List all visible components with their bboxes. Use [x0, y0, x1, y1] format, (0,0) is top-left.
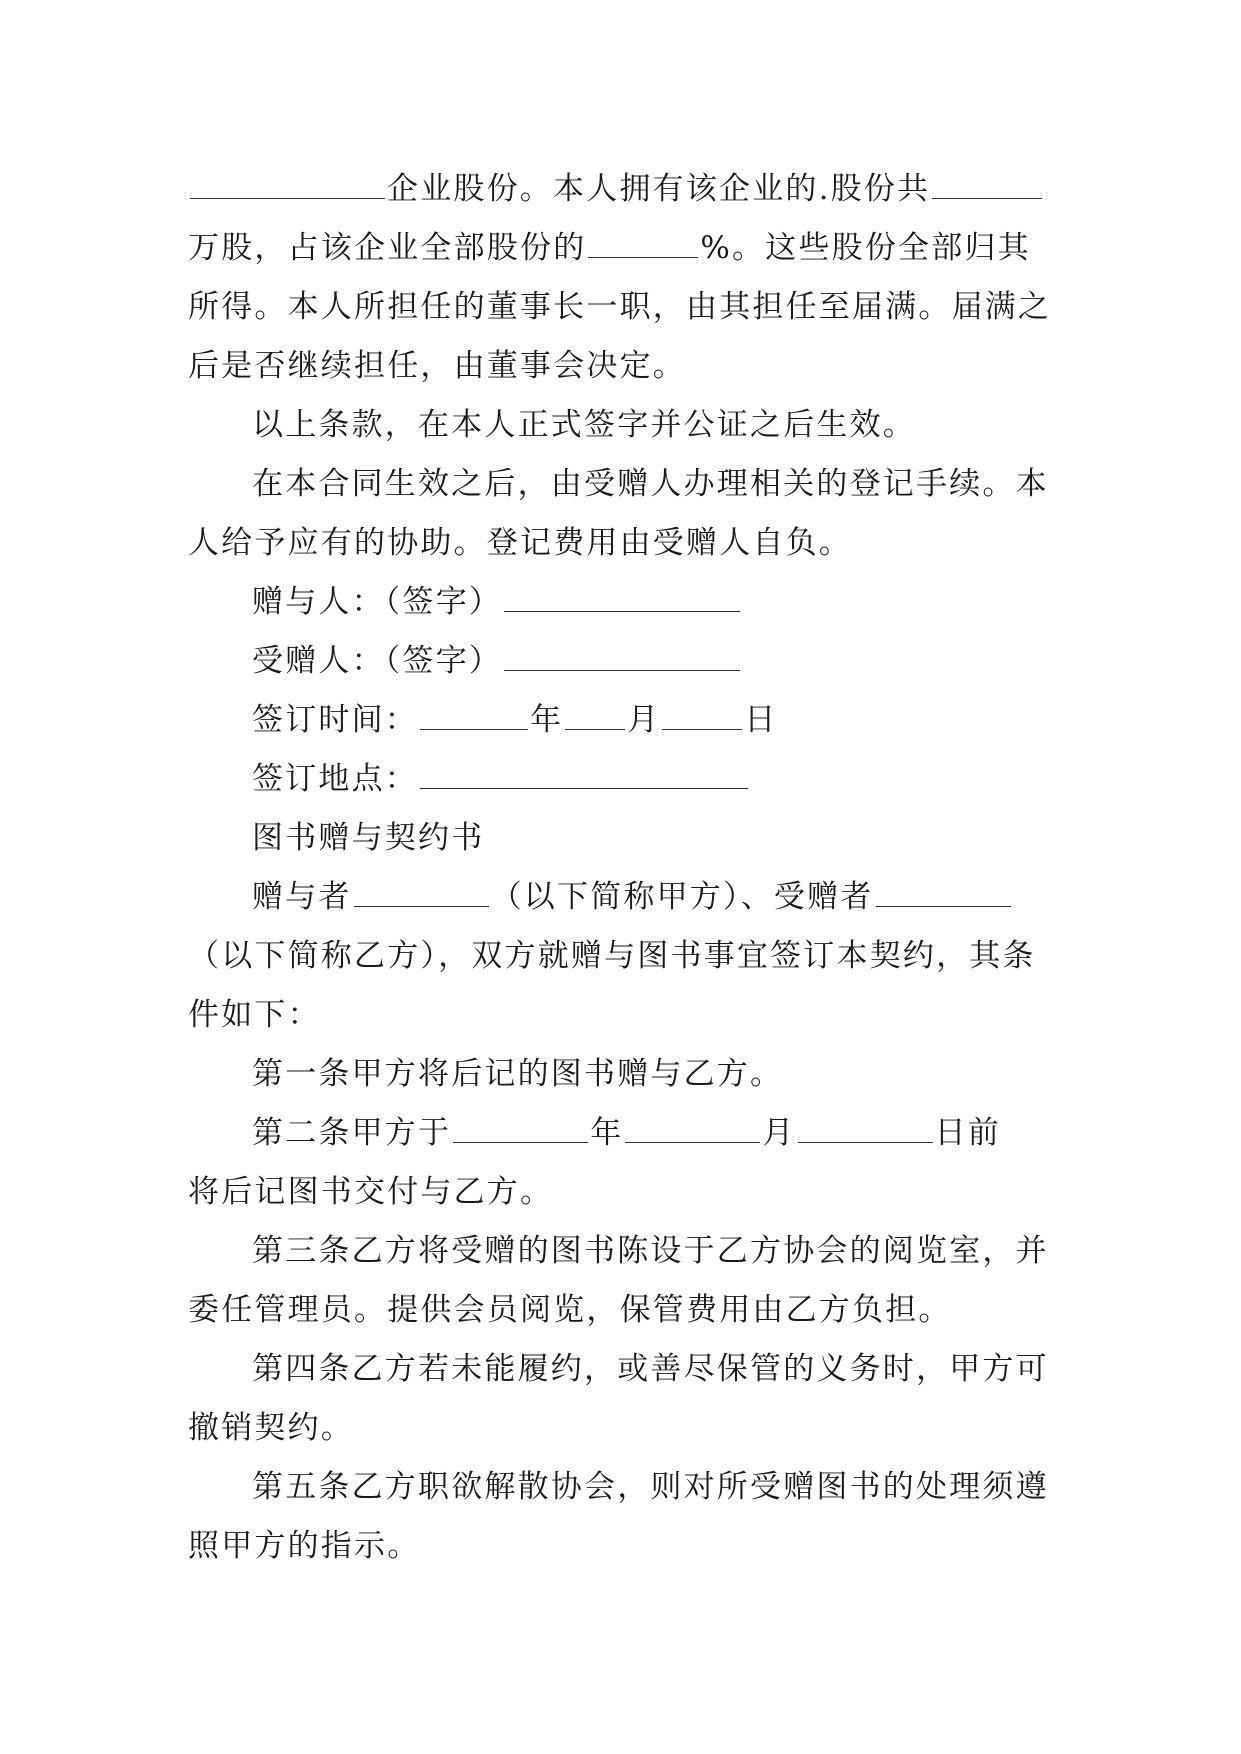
text-segment: 赠与人：（签字）	[252, 584, 503, 620]
text-line	[188, 514, 1048, 573]
fill-in-blank	[932, 172, 1042, 199]
text-segment: 日	[744, 702, 778, 738]
text-segment: 月	[762, 1115, 796, 1151]
text-line	[188, 868, 1048, 927]
text-segment: 第四条乙方若未能履约，或善尽保管的义务时，甲方可	[252, 1351, 1049, 1387]
fill-in-blank	[565, 703, 625, 730]
fill-in-blank	[798, 1116, 933, 1143]
text-segment: 委任管理员。提供会员阅览，保管费用由乙方负担。	[188, 1292, 952, 1328]
text-line	[188, 1163, 1048, 1222]
text-segment: 照甲方的指示。	[188, 1528, 421, 1564]
fill-in-blank	[504, 644, 740, 671]
text-segment: 撤销契约。	[188, 1410, 354, 1446]
text-segment: 图书赠与契约书	[252, 820, 485, 856]
text-segment: 将后记图书交付与乙方。	[188, 1174, 554, 1210]
text-line	[188, 1045, 1048, 1104]
text-segment: （以下简称甲方）、受赠者	[490, 879, 874, 915]
fill-in-blank	[453, 1116, 588, 1143]
text-line	[188, 219, 1048, 278]
fill-in-blank	[662, 703, 742, 730]
fill-in-blank	[625, 1116, 760, 1143]
text-line	[188, 160, 1048, 219]
text-line	[188, 927, 1048, 986]
text-segment: 企业股份。本人拥有该企业的.股份共	[387, 171, 931, 207]
text-line	[188, 455, 1048, 514]
text-line	[188, 809, 1048, 868]
text-segment: 所得。本人所担任的董事长一职，由其担任至届满。届满之	[188, 289, 1052, 325]
text-segment: 在本合同生效之后，由受赠人办理相关的登记手续。本	[252, 466, 1049, 502]
text-segment: 第五条乙方职欲解散协会，则对所受赠图书的处理须遵	[252, 1469, 1049, 1505]
text-line	[188, 750, 1048, 809]
text-line	[188, 573, 1048, 632]
text-segment: 签订时间：	[252, 702, 418, 738]
text-segment: 签订地点：	[252, 761, 418, 797]
text-segment: 万股，占该企业全部股份的	[188, 230, 587, 266]
text-line	[188, 278, 1052, 337]
text-segment: 以上条款，在本人正式签字并公证之后生效。	[252, 407, 916, 443]
text-line	[188, 1104, 1048, 1163]
fill-in-blank	[190, 172, 385, 199]
text-segment: 年	[590, 1115, 624, 1151]
text-segment: 件如下：	[188, 997, 321, 1033]
text-line	[188, 337, 1048, 396]
document-page	[188, 160, 1052, 1576]
text-line	[188, 1281, 1048, 1340]
fill-in-blank	[504, 585, 740, 612]
text-segment: 第二条甲方于	[252, 1115, 452, 1151]
text-line	[188, 1458, 1048, 1517]
text-segment: 年	[530, 702, 564, 738]
text-line	[188, 632, 1048, 691]
text-segment: 月	[627, 702, 661, 738]
text-line	[188, 396, 1048, 455]
text-line	[188, 1517, 1048, 1576]
text-segment: 赠与者	[252, 879, 352, 915]
text-line	[188, 1222, 1048, 1281]
text-segment: %。这些股份全部归其	[700, 230, 1031, 266]
text-segment: 第三条乙方将受赠的图书陈设于乙方协会的阅览室，并	[252, 1233, 1049, 1269]
fill-in-blank	[354, 880, 489, 907]
text-segment: 人给予应有的协助。登记费用由受赠人自负。	[188, 525, 852, 561]
text-segment: 后是否继续担任，由董事会决定。	[188, 348, 686, 384]
text-line	[188, 1340, 1048, 1399]
fill-in-blank	[420, 762, 748, 789]
text-segment: （以下简称乙方），双方就赠与图书事宜签订本契约，其条	[188, 938, 1036, 974]
fill-in-blank	[420, 703, 528, 730]
text-segment: 受赠人：（签字）	[252, 643, 503, 679]
fill-in-blank	[876, 880, 1011, 907]
text-segment: 日前	[934, 1115, 1002, 1151]
fill-in-blank	[588, 231, 698, 258]
text-line	[188, 1399, 1048, 1458]
text-line	[188, 986, 1048, 1045]
text-line	[188, 691, 1048, 750]
text-segment: 第一条甲方将后记的图书赠与乙方。	[252, 1056, 784, 1092]
